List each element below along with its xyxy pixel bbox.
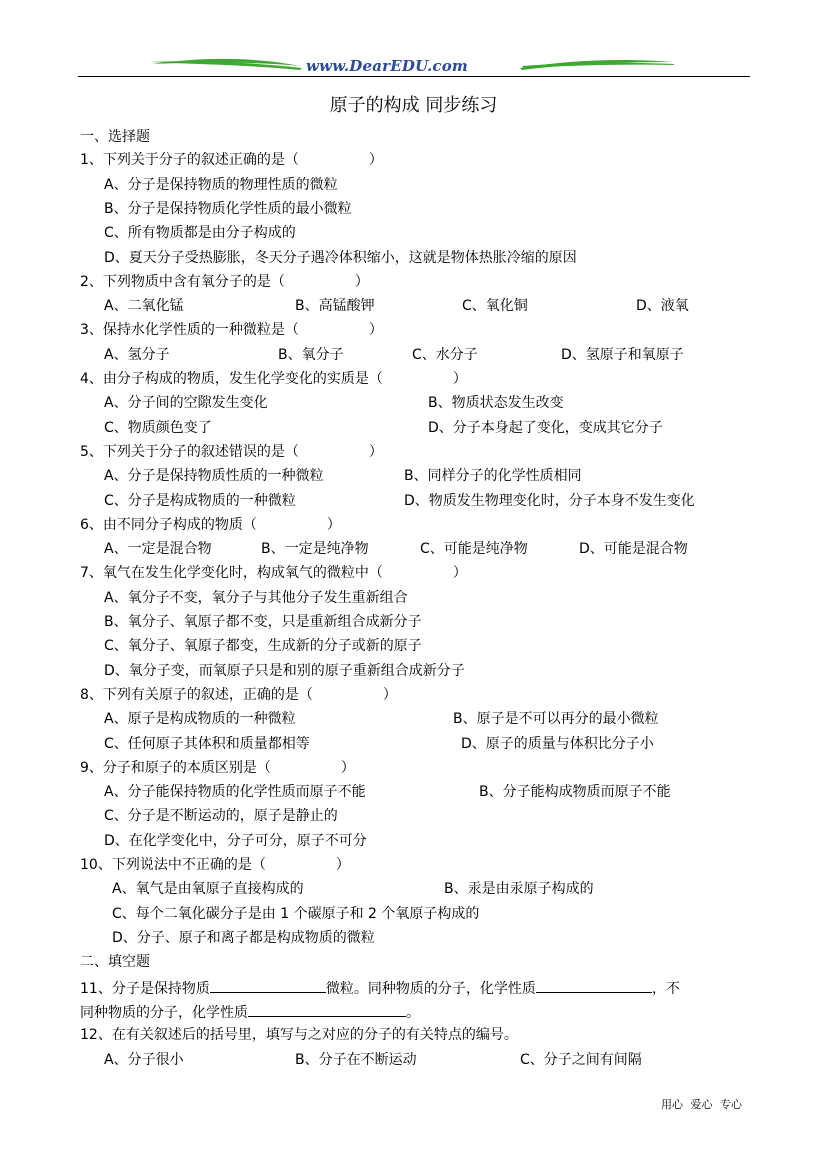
question-6-option-c: C、可能是纯净物 xyxy=(420,541,528,557)
question-11-part-1: 11、分子是保持物质 xyxy=(80,981,210,997)
question-2-option-a: A、二氧化锰 xyxy=(104,298,184,314)
question-9-option-c: C、分子是不断运动的，原子是静止的 xyxy=(104,808,338,824)
question-12-stem: 12、在有关叙述后的括号里，填写与之对应的分子的有关特点的编号。 xyxy=(80,1027,518,1043)
question-12-option-c: C、分子之间有间隔 xyxy=(520,1052,642,1068)
question-1-stem: 1、下列关于分子的叙述正确的是（ ） xyxy=(80,152,383,168)
question-2-stem: 2、下列物质中含有氧分子的是（ ） xyxy=(80,274,369,290)
question-1-option-c: C、所有物质都是由分子构成的 xyxy=(104,225,296,241)
question-10-option-a: A、氧气是由氧原子直接构成的 xyxy=(112,881,304,897)
question-8-option-d: D、原子的质量与体积比分子小 xyxy=(461,736,654,752)
question-4-stem: 4、由分子构成的物质，发生化学变化的实质是（ ） xyxy=(80,371,467,387)
question-11-part-2: 微粒。同种物质的分子，化学性质 xyxy=(325,981,536,997)
question-4-option-a: A、分子间的空隙发生变化 xyxy=(104,395,268,411)
page-footer: 用心 爱心 专心 xyxy=(661,1098,742,1111)
question-2-option-c: C、氧化铜 xyxy=(462,298,528,314)
question-8-option-b: B、原子是不可以再分的最小微粒 xyxy=(453,711,659,727)
question-9-option-b: B、分子能构成物质而原子不能 xyxy=(479,784,671,800)
question-1-option-a: A、分子是保持物质的物理性质的微粒 xyxy=(104,177,338,193)
question-6-stem: 6、由不同分子构成的物质（ ） xyxy=(80,517,341,533)
question-11-line-2 xyxy=(80,1001,420,1023)
question-4-option-c: C、物质颜色变了 xyxy=(104,420,212,436)
question-8-option-a: A、原子是构成物质的一种微粒 xyxy=(104,711,296,727)
question-11-blank-2[interactable] xyxy=(536,977,652,993)
question-3-stem: 3、保持水化学性质的一种微粒是（ ） xyxy=(80,322,383,338)
question-9-option-d: D、在化学变化中，分子可分，原子不可分 xyxy=(104,833,367,849)
question-11-part-3: ，不 xyxy=(651,981,680,997)
question-3-option-a: A、氢分子 xyxy=(104,347,170,363)
header-logo-text[interactable]: www.DearEDU.com xyxy=(306,57,469,75)
question-12-option-a: A、分子很小 xyxy=(104,1052,184,1068)
question-5-option-b: B、同样分子的化学性质相同 xyxy=(404,468,582,484)
question-12-option-b: B、分子在不断运动 xyxy=(295,1052,417,1068)
question-3-option-c: C、水分子 xyxy=(412,347,478,363)
question-6-option-a: A、一定是混合物 xyxy=(104,541,212,557)
question-7-stem: 7、氧气在发生化学变化时，构成氧气的微粒中（ ） xyxy=(80,565,467,581)
question-10-option-c: C、每个二氧化碳分子是由 1 个碳原子和 2 个氧原子构成的 xyxy=(112,906,480,922)
question-10-option-d: D、分子、原子和离子都是构成物质的微粒 xyxy=(112,930,375,946)
question-7-option-d: D、氧分子变，而氧原子只是和别的原子重新组合成新分子 xyxy=(104,663,465,679)
question-10-stem: 10、下列说法中不正确的是（ ） xyxy=(80,857,350,873)
question-9-stem: 9、分子和原子的本质区别是（ ） xyxy=(80,760,355,776)
question-5-option-c: C、分子是构成物质的一种微粒 xyxy=(104,493,296,509)
question-2-option-b: B、高锰酸钾 xyxy=(295,298,375,314)
question-11-blank-3[interactable] xyxy=(248,1001,406,1017)
question-2-option-d: D、液氧 xyxy=(636,298,689,314)
question-4-option-b: B、物质状态发生改变 xyxy=(428,395,564,411)
question-5-option-d: D、物质发生物理变化时，分子本身不发生变化 xyxy=(404,493,695,509)
question-1-option-d: D、夏天分子受热膨胀，冬天分子遇冷体积缩小，这就是物体热胀冷缩的原因 xyxy=(104,250,577,266)
question-7-option-b: B、氧分子、氧原子都不变，只是重新组合成新分子 xyxy=(104,614,422,630)
question-8-stem: 8、下列有关原子的叙述，正确的是（ ） xyxy=(80,687,397,703)
question-7-option-c: C、氧分子、氧原子都变，生成新的分子或新的原子 xyxy=(104,638,422,654)
question-9-option-a: A、分子能保持物质的化学性质而原子不能 xyxy=(104,784,366,800)
question-1-option-b: B、分子是保持物质化学性质的最小微粒 xyxy=(104,201,352,217)
question-7-option-a: A、氧分子不变，氧分子与其他分子发生重新组合 xyxy=(104,590,408,606)
question-10-option-b: B、汞是由汞原子构成的 xyxy=(444,881,594,897)
question-8-option-c: C、任何原子其体积和质量都相等 xyxy=(104,736,310,752)
question-4-option-d: D、分子本身起了变化，变成其它分子 xyxy=(428,420,663,436)
question-5-stem: 5、下列关于分子的叙述错误的是（ ） xyxy=(80,444,383,460)
question-6-option-d: D、可能是混合物 xyxy=(579,541,688,557)
header-rule xyxy=(78,76,750,77)
question-3-option-d: D、氢原子和氧原子 xyxy=(561,347,684,363)
section-heading-choice: 一、选择题 xyxy=(80,129,150,145)
section-heading-fill: 二、填空题 xyxy=(80,954,150,970)
question-11-part-5: 。 xyxy=(406,1005,420,1021)
document-title: 原子的构成 同步练习 xyxy=(329,95,498,116)
question-3-option-b: B、氧分子 xyxy=(278,347,344,363)
question-6-option-b: B、一定是纯净物 xyxy=(261,541,369,557)
question-11-line-1 xyxy=(80,977,680,999)
question-5-option-a: A、分子是保持物质性质的一种微粒 xyxy=(104,468,324,484)
question-11-part-4: 同种物质的分子，化学性质 xyxy=(80,1005,248,1021)
question-11-blank-1[interactable] xyxy=(210,977,326,993)
